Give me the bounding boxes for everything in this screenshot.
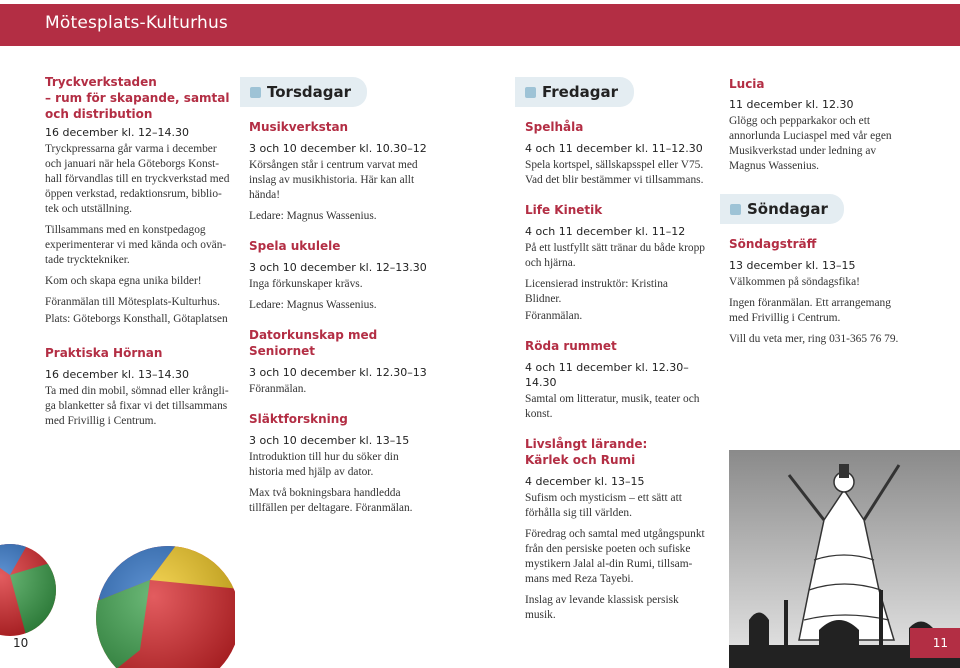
paragraph: Föranmälan. xyxy=(249,383,307,395)
paragraph xyxy=(729,114,920,174)
event-date: 13 december kl. 13–15 xyxy=(729,259,856,272)
header-title: Mötesplats-Kulturhus xyxy=(45,13,228,33)
paragraph xyxy=(249,158,430,203)
text-line: mystikern Jalal al-din Rumi, tillsam- xyxy=(525,558,693,570)
text-line: Tillsammans med en konstpedagog xyxy=(45,224,206,236)
paragraph xyxy=(45,142,233,217)
section-roda-rummet xyxy=(525,338,705,422)
section-praktiska-hornan xyxy=(45,345,233,429)
text-line: från den persiske poeten och sufiske xyxy=(525,543,691,555)
paragraph xyxy=(525,491,705,521)
section-heading xyxy=(525,436,705,468)
day-heading-fredagar xyxy=(515,77,634,107)
text-line: Ta med din mobil, sömnad eller krångli- xyxy=(45,385,229,397)
paragraph xyxy=(45,384,233,429)
section-heading: Praktiska Hörnan xyxy=(45,346,163,360)
paragraph: Föranmälan till Mötesplats-Kulturhus. xyxy=(45,296,220,308)
text-line: Samtal om litteratur, musik, teater och xyxy=(525,393,700,405)
paragraph: Licensierad instruktör: Kristina Blidner. xyxy=(525,278,668,305)
text-line: med Frivillig i Centrum. xyxy=(729,312,841,324)
section-slaktforskning xyxy=(249,411,430,516)
text-line: Magnus Wassenius. xyxy=(729,160,819,172)
event-date: 4 och 11 december kl. 11–12 xyxy=(525,225,686,238)
section-heading: Musikverkstan xyxy=(249,120,349,134)
paragraph: Välkommen på söndagsfika! xyxy=(729,276,860,288)
text-line: konst. xyxy=(525,408,553,420)
text-line: förhålla sig till världen. xyxy=(525,507,632,519)
column-3 xyxy=(515,77,705,623)
text-line: Introduktion till hur du söker din xyxy=(249,451,399,463)
text-line: tade trycktekniker. xyxy=(45,254,130,266)
page-number-left: 10 xyxy=(13,636,29,650)
text-line: Glögg och pepparkakor och ett xyxy=(729,115,871,127)
text-line: Sufism och mysticism – ett sätt att xyxy=(525,492,682,504)
heading-line: Kärlek och Rumi xyxy=(525,453,636,467)
section-tryckverkstaden xyxy=(45,74,233,327)
paragraph xyxy=(45,223,233,268)
event-date: 3 och 10 december kl. 13–15 xyxy=(249,434,410,447)
text-line: Ingen föranmälan. Ett arrangemang xyxy=(729,297,891,309)
text-line: På ett lustfyllt sätt tränar du både kropp xyxy=(525,242,705,254)
section-heading: Spelhåla xyxy=(525,120,584,134)
section-heading: Datorkunskap med Seniornet xyxy=(249,328,378,358)
paragraph xyxy=(729,296,920,326)
paragraph xyxy=(249,450,430,480)
paragraph: Inslag av levande klassisk persisk musik. xyxy=(525,594,679,621)
text-line: tillfällen per deltagare. Föranmälan. xyxy=(249,502,413,514)
day-heading-torsdagar xyxy=(240,77,367,107)
event-date: 16 december kl. 13–14.30 xyxy=(45,368,189,381)
section-spela-ukulele xyxy=(249,238,430,313)
text-line: Spela kortspel, sällskapsspel eller V75. xyxy=(525,159,704,171)
ball-left xyxy=(0,540,60,650)
event-date: 4 och 11 december kl. 12.30–14.30 xyxy=(525,361,689,389)
section-livslangt-larande xyxy=(525,436,705,623)
text-line: annorlunda Luciaspel med vår egen xyxy=(729,130,892,142)
text-line: Musikverkstad under ledning av xyxy=(729,145,877,157)
text-line: Tryckpressarna går varma i december xyxy=(45,143,217,155)
text-line: Körsången står i centrum varvat med xyxy=(249,159,418,171)
event-date: 4 och 11 december kl. 11–12.30 xyxy=(525,142,703,155)
section-heading: Spela ukulele xyxy=(249,239,341,253)
column-2-content xyxy=(240,119,430,516)
section-heading: Life Kinetik xyxy=(525,203,603,217)
section-musikverkstan xyxy=(249,119,430,224)
text-line: hall förvandlas till en tryckverkstad med xyxy=(45,173,230,185)
paragraph: Ledare: Magnus Wassenius. xyxy=(249,210,377,222)
section-life-kinetik xyxy=(525,202,705,324)
ball-right xyxy=(90,540,235,668)
text-line: inslag av musikhistoria. Här kan allt xyxy=(249,174,415,186)
text-line: med Frivillig i Centrum. xyxy=(45,415,157,427)
section-sondagstraff xyxy=(720,236,920,347)
event-date: 3 och 10 december kl. 10.30–12 xyxy=(249,142,427,155)
text-line: Max två bokningsbara handledda xyxy=(249,487,401,499)
paragraph: Kom och skapa egna unika bilder! xyxy=(45,275,202,287)
text-line: och hjärna. xyxy=(525,257,576,269)
column-1 xyxy=(45,74,233,429)
paragraph: Ledare: Magnus Wassenius. xyxy=(249,299,377,311)
text-line: Vad det blir bestämmer vi tillsammans. xyxy=(525,174,704,186)
text-line: öppen verkstad, redaktionsrum, biblio- xyxy=(45,188,222,200)
text-line: ga blanketter så fixar vi det tillsammans xyxy=(45,400,228,412)
event-date: 3 och 10 december kl. 12–13.30 xyxy=(249,261,427,274)
section-heading: Söndagsträff xyxy=(729,237,817,251)
paragraph xyxy=(525,392,705,422)
heading-line: Livslångt lärande: xyxy=(525,437,648,451)
section-heading: Släktforskning xyxy=(249,412,348,426)
heading-line: – rum för skapande, samtal xyxy=(45,91,230,105)
column-2 xyxy=(240,77,430,516)
square-bullet-icon xyxy=(525,87,536,98)
section-heading: Röda rummet xyxy=(525,339,617,353)
column-4 xyxy=(720,76,920,347)
paragraph xyxy=(249,486,430,516)
text-line: historia med hjälp av dator. xyxy=(249,466,374,478)
square-bullet-icon xyxy=(250,87,261,98)
page-number-right: 11 xyxy=(910,628,960,658)
heading-line: och distribution xyxy=(45,107,153,121)
day-heading-sondagar xyxy=(720,194,844,224)
juggling-balls-image xyxy=(0,520,235,668)
paragraph: Plats: Göteborgs Konsthall, Götaplatsen xyxy=(45,313,228,325)
event-date: 4 december kl. 13–15 xyxy=(525,475,645,488)
text-line: Föredrag och samtal med utgångspunkt xyxy=(525,528,705,540)
day-label: Söndagar xyxy=(747,200,828,218)
text-line: och januari när hela Göteborgs Konst- xyxy=(45,158,220,170)
section-heading xyxy=(45,74,233,122)
paragraph: Inga förkunskaper krävs. xyxy=(249,278,363,290)
section-datorkunskap xyxy=(249,327,430,397)
heading-line: Tryckverkstaden xyxy=(45,75,157,89)
paragraph xyxy=(525,241,705,271)
day-label: Torsdagar xyxy=(267,83,351,101)
text-line: hända! xyxy=(249,189,280,201)
paragraph: Föranmälan. xyxy=(525,310,583,322)
paragraph: Vill du veta mer, ring 031-365 76 79. xyxy=(729,333,899,345)
event-date: 16 december kl. 12–14.30 xyxy=(45,126,189,139)
text-line: experimenterar vi med kända och ovän- xyxy=(45,239,227,251)
square-bullet-icon xyxy=(730,204,741,215)
section-lucia xyxy=(720,76,920,174)
paragraph xyxy=(525,527,705,587)
column-3-content xyxy=(515,119,705,623)
paragraph xyxy=(525,158,705,188)
event-date: 11 december kl. 12.30 xyxy=(729,98,854,111)
day-label: Fredagar xyxy=(542,83,618,101)
text-line: mans med Reza Tayebi. xyxy=(525,573,634,585)
section-spelhala xyxy=(525,119,705,188)
section-heading: Lucia xyxy=(729,77,765,91)
event-date: 3 och 10 december kl. 12.30–13 xyxy=(249,366,427,379)
header-bar xyxy=(0,4,960,46)
text-line: tek och utställning. xyxy=(45,203,132,215)
